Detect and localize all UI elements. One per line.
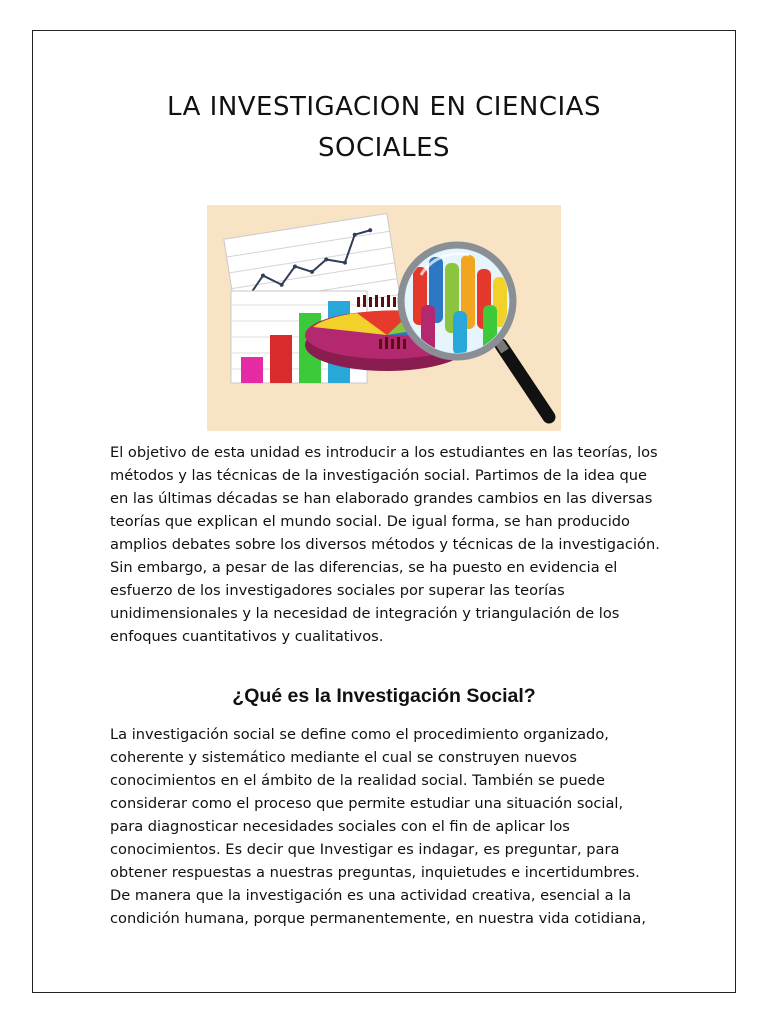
paragraph-line: en las últimas décadas se han elaborado grandes cambios en las diversas xyxy=(110,490,653,507)
paragraph-line: coherente y sistemático mediante el cual se construyen nuevos xyxy=(110,749,577,766)
illustration-graphic xyxy=(207,205,561,431)
paragraph-line: La investigación social se define como el procedimiento organizado, xyxy=(110,726,609,743)
paragraph-line: considerar como el proceso que permite estudiar una situación social, xyxy=(110,795,624,812)
paragraph-line: De manera que la investigación es una actividad creativa, esencial a la xyxy=(110,887,632,904)
paragraph-line: Sin embargo, a pesar de las diferencias, se ha puesto en evidencia el xyxy=(110,559,618,576)
intro-paragraph xyxy=(110,441,670,648)
paragraph-line: métodos y las técnicas de la investigación social. Partimos de la idea que xyxy=(110,467,647,484)
paragraph-line: El objetivo de esta unidad es introducir a los estudiantes en las teorías, los xyxy=(110,444,658,461)
paragraph-line: amplios debates sobre los diversos métodos y técnicas de la investigación. xyxy=(110,536,660,553)
paragraph-line: conocimientos. Es decir que Investigar es indagar, es preguntar, para xyxy=(110,841,620,858)
chart-magnifier-illustration xyxy=(207,205,561,431)
magnifying-glass-icon xyxy=(401,245,549,417)
definition-paragraph xyxy=(110,723,670,930)
paragraph-line: conocimientos en el ámbito de la realidad social. También se puede xyxy=(110,772,605,789)
document-title-line-1: LA INVESTIGACION EN CIENCIAS xyxy=(167,92,601,122)
paragraph-line: enfoques cuantitativos y cualitativos. xyxy=(110,628,384,645)
paragraph-line: para diagnosticar necesidades sociales con el fin de aplicar los xyxy=(110,818,570,835)
document-title-line-2: SOCIALES xyxy=(318,133,450,163)
paragraph-line: condición humana, porque permanentemente, en nuestra vida cotidiana, xyxy=(110,910,646,927)
section-heading: ¿Qué es la Investigación Social? xyxy=(232,685,536,707)
paragraph-line: esfuerzo de los investigadores sociales por superar las teorías xyxy=(110,582,565,599)
paragraph-line: teorías que explican el mundo social. De igual forma, se han producido xyxy=(110,513,630,530)
paragraph-line: unidimensionales y la necesidad de integración y triangulación de los xyxy=(110,605,620,622)
paragraph-line: obtener respuestas a nuestras preguntas, inquietudes e incertidumbres. xyxy=(110,864,640,881)
